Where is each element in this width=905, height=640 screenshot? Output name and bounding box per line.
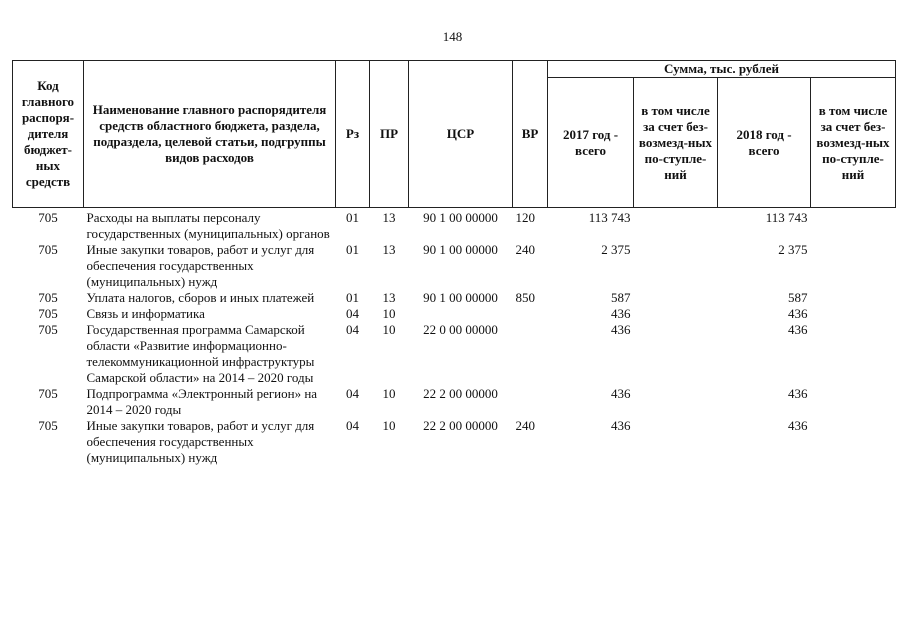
cell-csr: 90 1 00 00000 bbox=[423, 210, 498, 225]
cell-2018-total: 587 bbox=[788, 290, 808, 305]
cell-name: Иные закупки товаров, работ и услуг для обеспечения государственных (муниципальных) нужд bbox=[86, 242, 315, 289]
cell-code: 705 bbox=[38, 418, 58, 433]
table-row bbox=[13, 290, 896, 306]
cell-2017-total: 436 bbox=[611, 322, 631, 337]
table-body bbox=[13, 208, 896, 467]
cell-rz: 04 bbox=[346, 386, 359, 401]
cell-2018-free bbox=[811, 242, 896, 290]
cell-rz: 01 bbox=[346, 210, 359, 225]
table-row bbox=[13, 208, 896, 243]
cell-vr: 850 bbox=[515, 290, 535, 305]
cell-2018-total: 2 375 bbox=[778, 242, 808, 257]
cell-csr bbox=[409, 306, 513, 322]
cell-code: 705 bbox=[38, 386, 58, 401]
table-row bbox=[13, 306, 896, 322]
cell-2017-total: 2 375 bbox=[601, 242, 631, 257]
cell-csr: 22 2 00 00000 bbox=[423, 386, 498, 401]
cell-2018-free bbox=[811, 208, 896, 243]
header-2018-total: 2018 год - всего bbox=[718, 78, 811, 208]
cell-name: Расходы на выплаты персоналу государственных (муниципальных) органов bbox=[86, 210, 330, 241]
cell-2018-free bbox=[811, 322, 896, 386]
cell-2017-total: 436 bbox=[611, 418, 631, 433]
table-row bbox=[13, 322, 896, 386]
cell-2017-free bbox=[634, 322, 718, 386]
cell-vr bbox=[513, 386, 548, 418]
header-vr: ВР bbox=[513, 61, 548, 208]
cell-rz: 04 bbox=[346, 322, 359, 337]
cell-csr: 22 2 00 00000 bbox=[423, 418, 498, 433]
cell-2018-total: 436 bbox=[788, 386, 808, 401]
header-pr: ПР bbox=[370, 61, 409, 208]
cell-2017-free bbox=[634, 290, 718, 306]
header-2017-free: в том числе за счет без-возмезд-ных по-ступле-ний bbox=[634, 78, 718, 208]
cell-vr bbox=[513, 322, 548, 386]
cell-pr: 10 bbox=[382, 322, 396, 337]
cell-code: 705 bbox=[38, 242, 58, 257]
cell-2017-total: 113 743 bbox=[588, 210, 631, 225]
header-sum-group: Сумма, тыс. рублей bbox=[548, 61, 896, 78]
cell-2018-total: 436 bbox=[788, 306, 808, 321]
cell-2018-total: 436 bbox=[788, 418, 808, 433]
cell-code: 705 bbox=[38, 306, 58, 321]
cell-vr: 240 bbox=[515, 418, 535, 433]
cell-2018-total: 113 743 bbox=[765, 210, 808, 225]
cell-rz: 04 bbox=[346, 306, 359, 321]
page-number: 148 bbox=[442, 29, 463, 44]
cell-csr: 90 1 00 00000 bbox=[423, 242, 498, 257]
cell-code: 705 bbox=[38, 322, 58, 337]
cell-pr: 10 bbox=[382, 386, 396, 401]
cell-2018-free bbox=[811, 290, 896, 306]
cell-vr bbox=[513, 306, 548, 322]
cell-2017-total: 436 bbox=[611, 386, 631, 401]
cell-2017-free bbox=[634, 418, 718, 466]
cell-name: Иные закупки товаров, работ и услуг для обеспечения государственных (муниципальных) нужд bbox=[86, 418, 315, 465]
table-row bbox=[13, 386, 896, 418]
cell-pr: 10 bbox=[382, 306, 396, 321]
cell-csr: 90 1 00 00000 bbox=[423, 290, 498, 305]
cell-rz: 04 bbox=[346, 418, 359, 433]
table-header bbox=[13, 61, 896, 208]
cell-csr: 22 0 00 00000 bbox=[423, 322, 498, 337]
cell-pr: 13 bbox=[382, 210, 396, 225]
cell-pr: 13 bbox=[382, 290, 396, 305]
cell-name: Уплата налогов, сборов и иных платежей bbox=[86, 290, 315, 305]
header-csr: ЦСР bbox=[409, 61, 513, 208]
header-code: Код главного распоря-дителя бюджет-ных средств bbox=[13, 61, 84, 208]
cell-vr: 120 bbox=[515, 210, 535, 225]
cell-code: 705 bbox=[38, 210, 58, 225]
cell-2017-total: 436 bbox=[611, 306, 631, 321]
header-2017-total: 2017 год - всего bbox=[548, 78, 634, 208]
cell-2017-free bbox=[634, 208, 718, 243]
header-name: Наименование главного распорядителя средств областного бюджета, раздела, подраздела, целевой статьи, подгруппы видов расходов bbox=[84, 61, 336, 208]
cell-2018-free bbox=[811, 418, 896, 466]
budget-table bbox=[12, 60, 896, 466]
header-2018-free: в том числе за счет без-возмезд-ных по-ступле-ний bbox=[811, 78, 896, 208]
cell-2017-free bbox=[634, 242, 718, 290]
cell-2017-free bbox=[634, 306, 718, 322]
cell-2018-free bbox=[811, 386, 896, 418]
cell-pr: 13 bbox=[382, 242, 396, 257]
cell-rz: 01 bbox=[346, 242, 359, 257]
cell-code: 705 bbox=[38, 290, 58, 305]
table-row bbox=[13, 418, 896, 466]
cell-2017-total: 587 bbox=[611, 290, 631, 305]
cell-vr: 240 bbox=[515, 242, 535, 257]
cell-pr: 10 bbox=[382, 418, 396, 433]
cell-2018-total: 436 bbox=[788, 322, 808, 337]
cell-name: Связь и информатика bbox=[86, 306, 205, 321]
cell-2017-free bbox=[634, 386, 718, 418]
header-rz: Рз bbox=[336, 61, 370, 208]
cell-name: Подпрограмма «Электронный регион» на 2014 – 2020 годы bbox=[86, 386, 318, 417]
cell-rz: 01 bbox=[346, 290, 359, 305]
table-row bbox=[13, 242, 896, 290]
cell-name: Государственная программа Самарской области «Развитие информационно-телекоммуникационной инфраструктуры Самарской области» на 2014 – 2020 годы bbox=[86, 322, 315, 385]
cell-2018-free bbox=[811, 306, 896, 322]
